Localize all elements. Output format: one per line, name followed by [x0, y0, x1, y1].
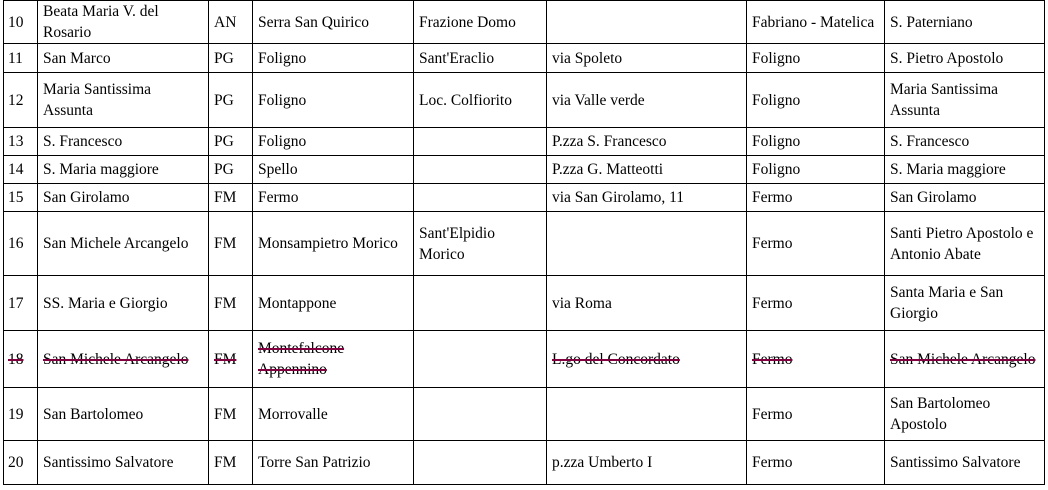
church-name: San Girolamo	[43, 189, 130, 206]
municipality: Montappone	[258, 294, 337, 312]
province-cell	[209, 73, 253, 128]
province: PG	[214, 133, 234, 150]
municipality-cell	[253, 212, 414, 276]
row-number-cell	[4, 331, 38, 388]
row-number: 16	[8, 235, 24, 252]
diocese: Fermo	[752, 350, 793, 368]
hamlet: Frazione Domo	[419, 13, 516, 31]
hamlet-cell	[414, 388, 547, 441]
hamlet-cell	[414, 156, 547, 184]
diocese-cell	[747, 184, 885, 212]
parish-cell	[885, 44, 1045, 73]
row-number: 20	[8, 454, 24, 471]
municipality: Foligno	[258, 91, 307, 109]
address: via Spoleto	[552, 49, 623, 67]
province: PG	[214, 91, 234, 109]
diocese-cell	[747, 441, 885, 485]
diocese-cell	[747, 331, 885, 388]
parish-cell	[885, 73, 1045, 128]
hamlet-cell	[414, 73, 547, 128]
row-number: 10	[8, 13, 24, 31]
hamlet-cell	[414, 44, 547, 73]
parish-cell	[885, 156, 1045, 184]
address-cell	[547, 73, 747, 128]
row-number-cell	[4, 156, 38, 184]
diocese-cell	[747, 73, 885, 128]
table-row	[4, 212, 1045, 276]
municipality: Serra San Quirico	[258, 13, 370, 31]
church-name-cell	[38, 388, 209, 441]
diocese: Fermo	[752, 405, 793, 423]
address: via Roma	[552, 294, 612, 312]
province: FM	[214, 294, 237, 312]
municipality-cell	[253, 156, 414, 184]
church-name-cell	[38, 212, 209, 276]
row-number-cell	[4, 73, 38, 128]
diocese: Fermo	[752, 454, 793, 471]
address-cell	[547, 441, 747, 485]
parish-cell	[885, 184, 1045, 212]
table-row	[4, 73, 1045, 128]
hamlet-cell	[414, 441, 547, 485]
address-cell	[547, 44, 747, 73]
province: PG	[214, 49, 234, 67]
church-name: S. Maria maggiore	[43, 161, 159, 178]
diocese: Fermo	[752, 189, 793, 206]
municipality: Spello	[258, 161, 298, 178]
hamlet-cell	[414, 184, 547, 212]
row-number-cell	[4, 388, 38, 441]
diocese: Fermo	[752, 235, 793, 252]
address-cell	[547, 1, 747, 44]
church-name: S. Francesco	[43, 133, 123, 150]
church-name: Maria Santissima Assunta	[43, 81, 152, 119]
province-cell	[209, 156, 253, 184]
parish-cell	[885, 1, 1045, 44]
church-name-cell	[38, 441, 209, 485]
address-cell	[547, 128, 747, 156]
row-number-cell	[4, 441, 38, 485]
diocese-cell	[747, 276, 885, 331]
hamlet: Loc. Colfiorito	[419, 91, 512, 109]
table-body	[4, 1, 1045, 485]
church-name-cell	[38, 184, 209, 212]
parish: Maria Santissima Assunta	[890, 81, 999, 119]
municipality-cell	[253, 73, 414, 128]
row-number: 15	[8, 189, 24, 206]
row-number: 12	[8, 91, 24, 109]
table-row	[4, 1, 1045, 44]
municipality-cell	[253, 128, 414, 156]
parish: S. Francesco	[890, 133, 970, 150]
hamlet-cell	[414, 331, 547, 388]
diocese: Foligno	[752, 91, 801, 109]
municipality-cell	[253, 1, 414, 44]
parish: Santa Maria e San Giorgio	[890, 284, 1004, 322]
table-row	[4, 331, 1045, 388]
province-cell	[209, 441, 253, 485]
table-row	[4, 44, 1045, 73]
diocese: Fabriano - Matelica	[752, 13, 875, 31]
church-name-cell	[38, 73, 209, 128]
address: P.zza S. Francesco	[552, 133, 667, 150]
row-number-cell	[4, 276, 38, 331]
diocese-cell	[747, 1, 885, 44]
parish: Santissimo Salvatore	[890, 454, 1021, 471]
municipality-cell	[253, 44, 414, 73]
table-row	[4, 128, 1045, 156]
province-cell	[209, 1, 253, 44]
church-name: San Bartolomeo	[43, 405, 144, 423]
municipality-cell	[253, 388, 414, 441]
parish: San Girolamo	[890, 189, 977, 206]
address-cell	[547, 184, 747, 212]
row-number-cell	[4, 128, 38, 156]
parish: S. Pietro Apostolo	[890, 49, 1004, 67]
parish-cell	[885, 331, 1045, 388]
municipality-cell	[253, 441, 414, 485]
diocese: Foligno	[752, 49, 801, 67]
address-cell	[547, 388, 747, 441]
hamlet: Sant'Elpidio Morico	[419, 224, 495, 263]
province: FM	[214, 405, 237, 423]
diocese-cell	[747, 44, 885, 73]
church-name: SS. Maria e Giorgio	[43, 294, 168, 312]
church-name-cell	[38, 276, 209, 331]
church-name: San Michele Arcangelo	[43, 350, 189, 368]
diocese: Foligno	[752, 133, 801, 150]
province-cell	[209, 184, 253, 212]
diocese-cell	[747, 212, 885, 276]
address: via Valle verde	[552, 91, 645, 109]
diocese: Foligno	[752, 161, 801, 178]
address-cell	[547, 212, 747, 276]
church-name-cell	[38, 128, 209, 156]
hamlet-cell	[414, 212, 547, 276]
municipality-cell	[253, 331, 414, 388]
municipality: Torre San Patrizio	[258, 454, 371, 471]
parish: S. Paterniano	[890, 13, 973, 31]
table-row	[4, 184, 1045, 212]
province: FM	[214, 350, 237, 368]
parish-cell	[885, 128, 1045, 156]
church-name-cell	[38, 1, 209, 44]
parish-cell	[885, 276, 1045, 331]
hamlet-cell	[414, 276, 547, 331]
province-cell	[209, 128, 253, 156]
table-row	[4, 156, 1045, 184]
province-cell	[209, 388, 253, 441]
parish: San Michele Arcangelo	[890, 350, 1036, 368]
parish-cell	[885, 388, 1045, 441]
parish: Santi Pietro Apostolo e Antonio Abate	[890, 224, 1034, 263]
municipality: Foligno	[258, 49, 307, 67]
row-number: 19	[8, 405, 24, 423]
diocese-cell	[747, 128, 885, 156]
parish-cell	[885, 212, 1045, 276]
hamlet: Sant'Eraclio	[419, 49, 495, 67]
church-name-cell	[38, 44, 209, 73]
address: L.go del Concordato	[552, 350, 680, 368]
row-number: 13	[8, 133, 24, 150]
address: via San Girolamo, 11	[552, 189, 685, 206]
address-cell	[547, 331, 747, 388]
municipality-cell	[253, 184, 414, 212]
municipality: Fermo	[258, 189, 299, 206]
diocese: Fermo	[752, 294, 793, 312]
row-number-cell	[4, 184, 38, 212]
municipality: Monsampietro Morico	[258, 235, 398, 252]
diocese-cell	[747, 388, 885, 441]
table-row	[4, 276, 1045, 331]
province-cell	[209, 331, 253, 388]
address: P.zza G. Matteotti	[552, 161, 664, 178]
address-cell	[547, 156, 747, 184]
church-name-cell	[38, 156, 209, 184]
churches-table	[3, 0, 1045, 485]
table-row	[4, 388, 1045, 441]
row-number-cell	[4, 1, 38, 44]
province-cell	[209, 44, 253, 73]
province-cell	[209, 212, 253, 276]
parish-cell	[885, 441, 1045, 485]
parish: San Bartolomeo Apostolo	[890, 395, 991, 433]
church-name: Beata Maria V. del Rosario	[43, 3, 159, 41]
table-row	[4, 441, 1045, 485]
row-number: 11	[8, 49, 23, 67]
row-number-cell	[4, 44, 38, 73]
province: FM	[214, 454, 237, 471]
municipality: Montefalcone Appennino	[258, 340, 345, 378]
row-number: 18	[8, 350, 24, 368]
province-cell	[209, 276, 253, 331]
address: p.zza Umberto I	[552, 454, 653, 471]
church-name: San Michele Arcangelo	[43, 235, 189, 252]
municipality: Foligno	[258, 133, 307, 150]
row-number: 17	[8, 294, 24, 312]
church-name-cell	[38, 331, 209, 388]
province: PG	[214, 161, 234, 178]
address-cell	[547, 276, 747, 331]
hamlet-cell	[414, 128, 547, 156]
province: FM	[214, 235, 237, 252]
municipality-cell	[253, 276, 414, 331]
row-number: 14	[8, 161, 24, 178]
row-number-cell	[4, 212, 38, 276]
province: AN	[214, 13, 237, 31]
diocese-cell	[747, 156, 885, 184]
church-name: Santissimo Salvatore	[43, 454, 174, 471]
church-name: San Marco	[43, 49, 111, 67]
province: FM	[214, 189, 237, 206]
municipality: Morrovalle	[258, 405, 328, 423]
parish: S. Maria maggiore	[890, 161, 1006, 178]
hamlet-cell	[414, 1, 547, 44]
